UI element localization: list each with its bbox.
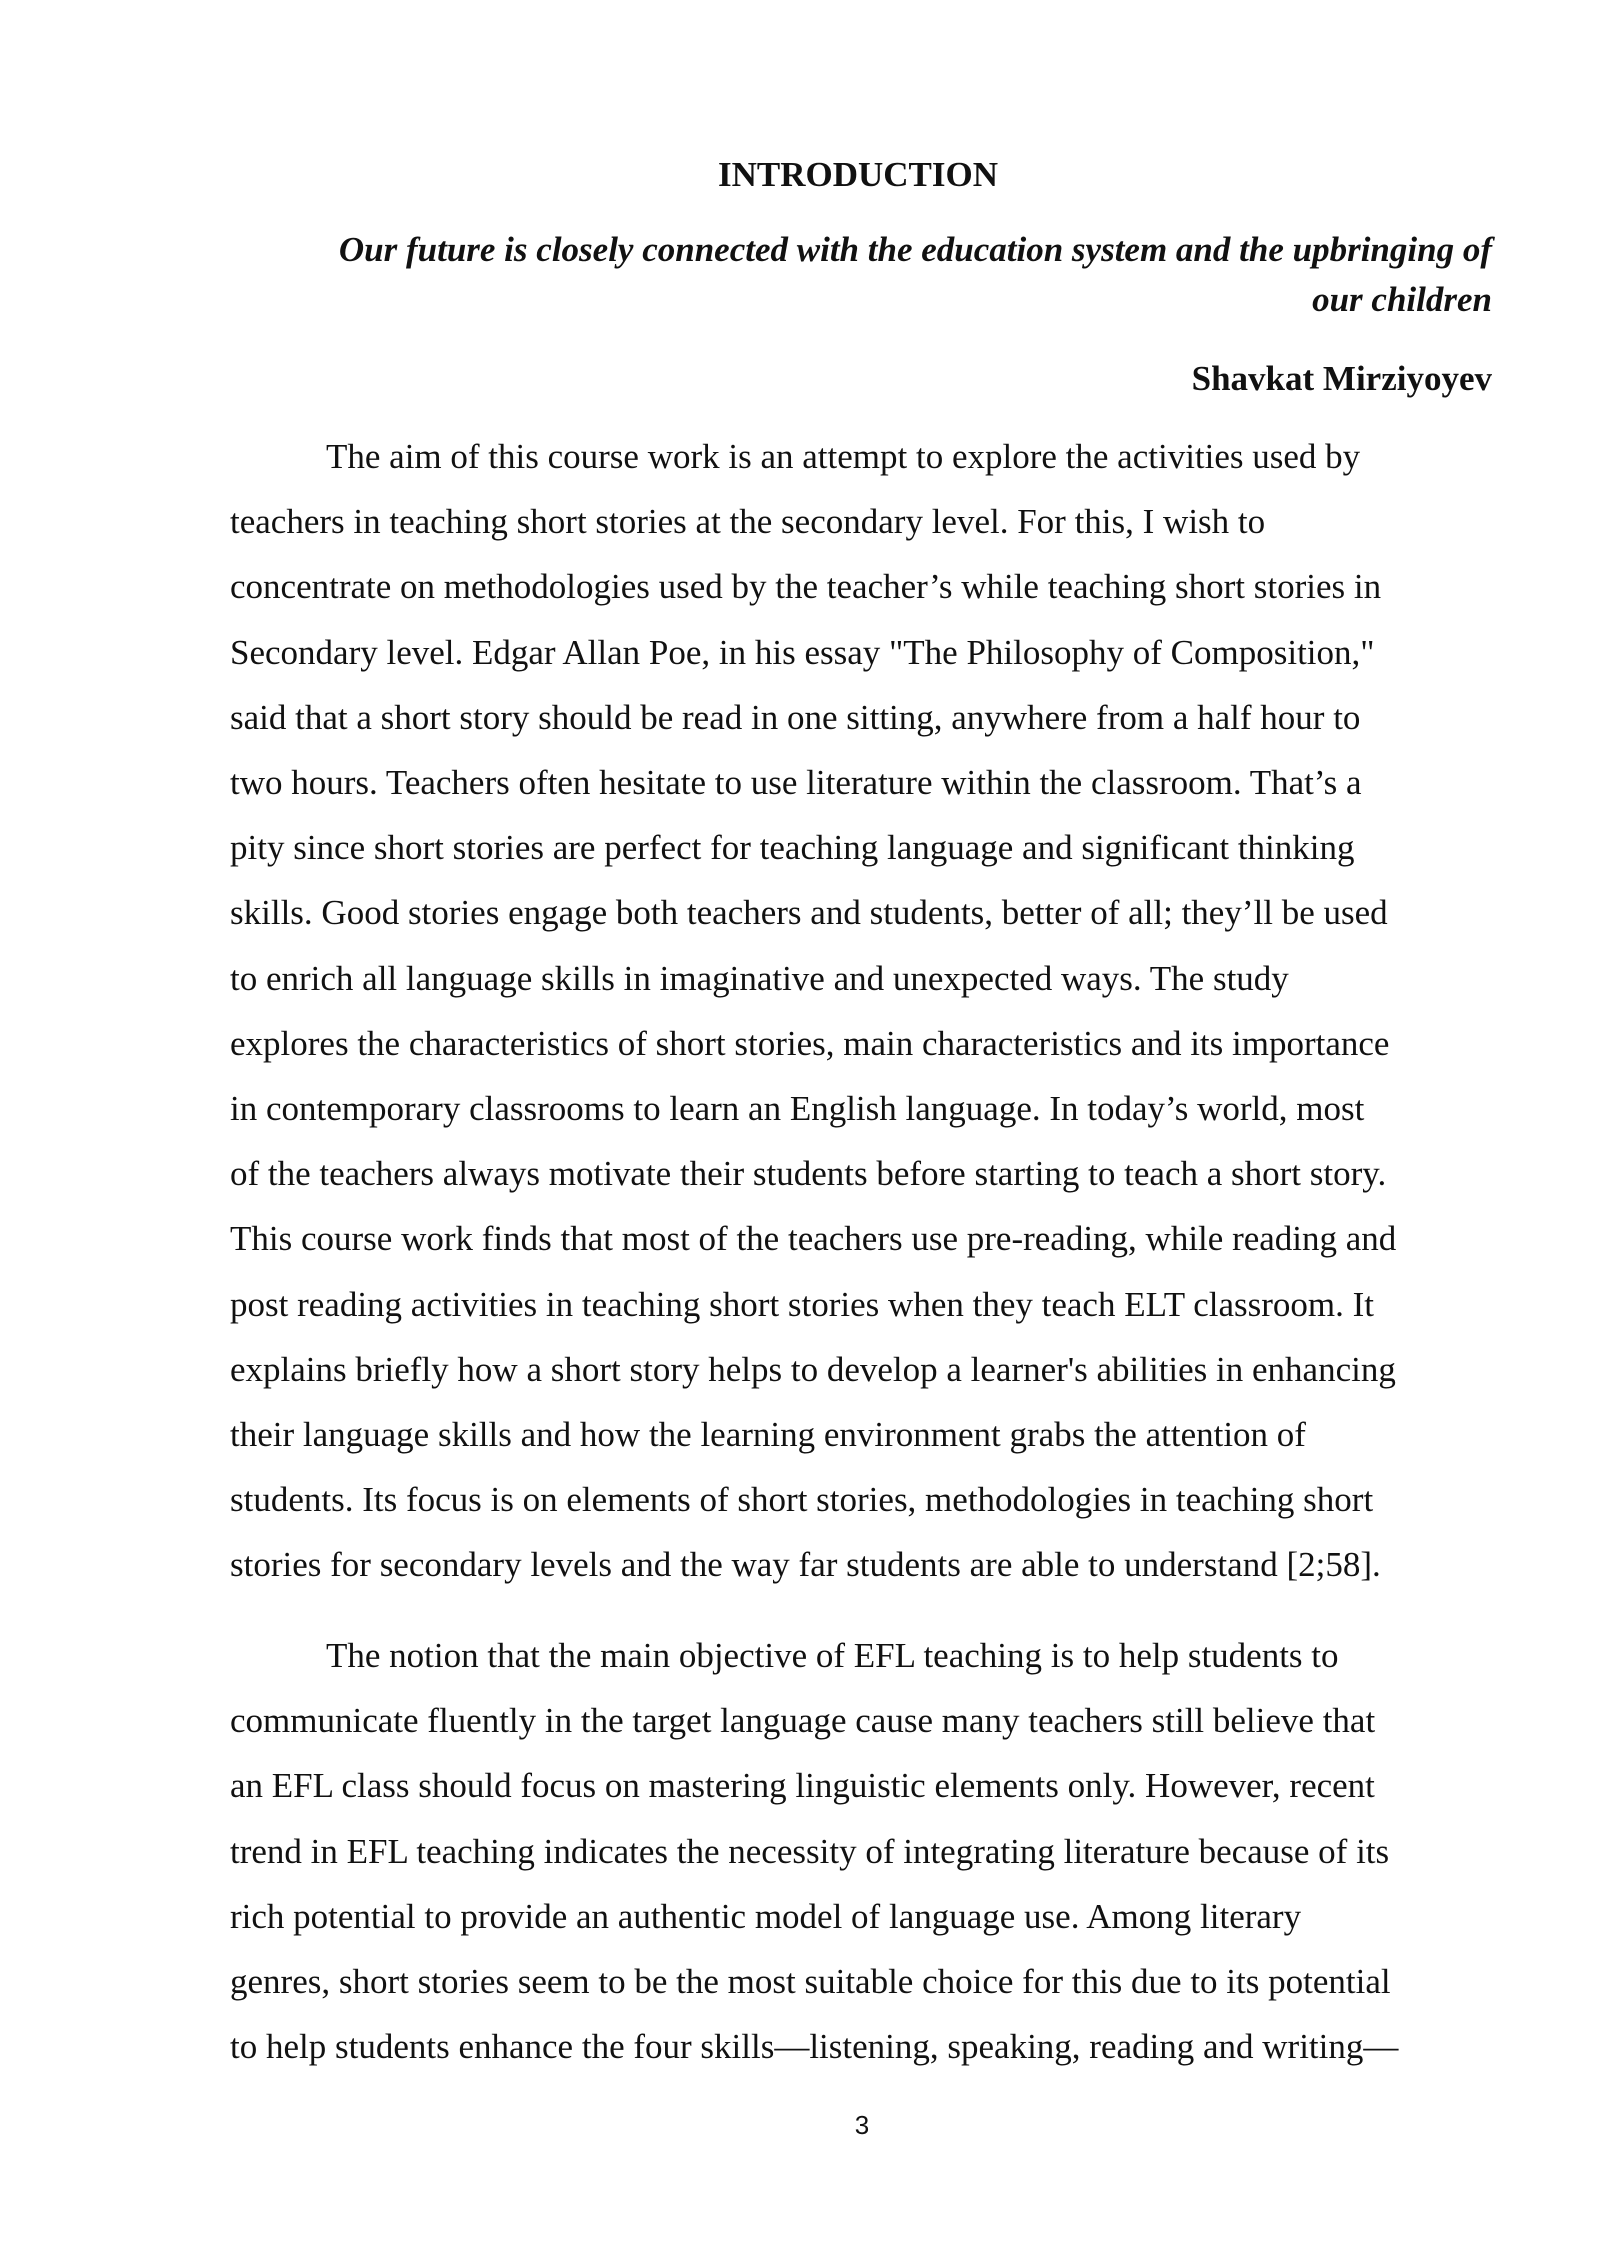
paragraph-1 [230, 424, 1492, 1598]
epigraph-line-2: our children [1312, 280, 1492, 319]
paragraph-line: their language skills and how the learning environment grabs the attention of [230, 1415, 1306, 1455]
paragraph-line: said that a short story should be read in one sitting, anywhere from a half hour to [230, 697, 1361, 737]
paragraph-2 [230, 1623, 1492, 2079]
paragraph-line: students. Its focus is on elements of short stories, methodologies in teaching short [230, 1480, 1374, 1520]
paragraph-line: The notion that the main objective of EFL teaching is to help students to [326, 1636, 1339, 1675]
paragraph-line: explores the characteristics of short stories, main characteristics and its importance [230, 1023, 1390, 1063]
paragraph-line: communicate fluently in the target language cause many teachers still believe that [230, 1701, 1376, 1741]
paragraph-line: The aim of this course work is an attempt to explore the activities used by [326, 437, 1361, 476]
paragraph-line: stories for secondary levels and the way far students are able to understand [2;58]. [230, 1545, 1381, 1585]
paragraph-line: two hours. Teachers often hesitate to use literature within the classroom. That’s a [230, 763, 1362, 803]
paragraph-line: trend in EFL teaching indicates the necessity of integrating literature because of its [230, 1831, 1390, 1871]
paragraph-line: post reading activities in teaching short stories when they teach ELT classroom. It [230, 1284, 1375, 1324]
paragraph-line: in contemporary classrooms to learn an English language. In today’s world, most [230, 1089, 1365, 1129]
paragraph-line: rich potential to provide an authentic model of language use. Among literary [230, 1896, 1302, 1936]
paragraph-line: Secondary level. Edgar Allan Poe, in his essay "The Philosophy of Composition," [230, 632, 1375, 672]
epigraph-quote [230, 225, 1492, 325]
paragraph-line: This course work finds that most of the teachers use pre-reading, while reading and [230, 1219, 1397, 1259]
paragraph-line: explains briefly how a short story helps to develop a learner's abilities in enhancing [230, 1349, 1396, 1389]
paragraph-line: pity since short stories are perfect for teaching language and significant thinking [230, 828, 1355, 868]
paragraph-line: of the teachers always motivate their students before starting to teach a short story. [230, 1154, 1387, 1194]
paragraph-line: concentrate on methodologies used by the teacher’s while teaching short stories in [230, 567, 1382, 607]
paragraph-line: to enrich all language skills in imaginative and unexpected ways. The study [230, 958, 1289, 998]
paragraph-line: skills. Good stories engage both teachers and students, better of all; they’ll be used [230, 893, 1388, 933]
epigraph-line-1: Our future is closely connected with the education system and the upbringing of [338, 230, 1492, 269]
page-number: 3 [854, 2110, 870, 2140]
paragraph-line: an EFL class should focus on mastering linguistic elements only. However, recent [230, 1766, 1375, 1806]
epigraph-author: Shavkat Mirziyoyev [1191, 359, 1492, 398]
paragraph-line: genres, short stories seem to be the most suitable choice for this due to its potential [230, 1962, 1391, 2002]
paragraph-line: teachers in teaching short stories at the secondary level. For this, I wish to [230, 502, 1266, 542]
section-heading: INTRODUCTION [717, 155, 999, 194]
paragraph-line: to help students enhance the four skills—listening, speaking, reading and writing— [230, 2027, 1399, 2067]
